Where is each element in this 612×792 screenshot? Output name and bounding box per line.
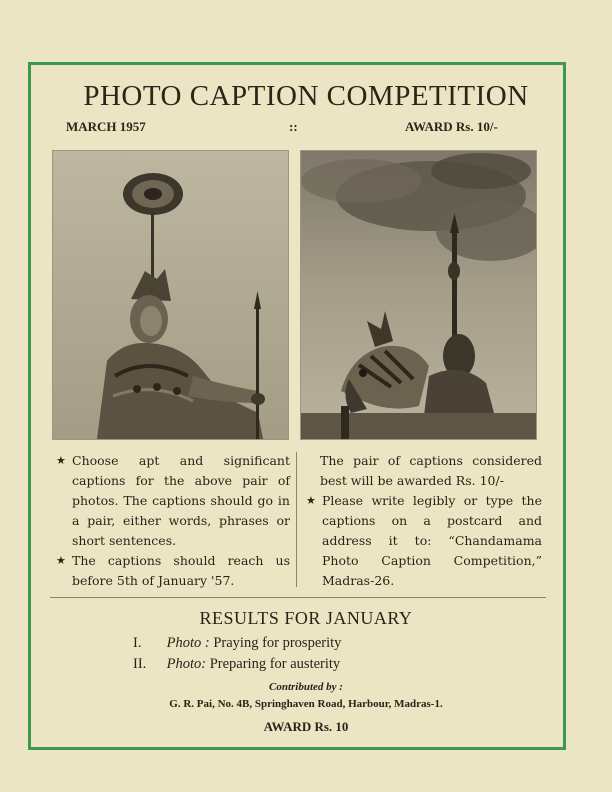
rule-item xyxy=(306,491,542,591)
contributed-by-label: Contributed by : xyxy=(269,681,343,693)
results-heading: RESULTS FOR JANUARY xyxy=(199,608,413,628)
award-note: The pair of captions considered best will be awarded Rs. 10/- xyxy=(320,453,542,488)
rules-left-column xyxy=(56,451,290,591)
rule-text: Choose apt and significant captions for the above pair of photos. The captions should go in a pair, either words, phrases or short sentences. xyxy=(72,453,290,548)
result-caption: Preparing for austerity xyxy=(209,656,341,672)
photo-right-horse-dancer xyxy=(300,150,537,440)
result-caption: Praying for prosperity xyxy=(213,635,342,651)
photo-left-dancer xyxy=(52,150,289,440)
rules-right-column xyxy=(306,451,542,591)
section-divider xyxy=(50,597,546,598)
result-label: Photo : xyxy=(166,635,210,651)
column-divider xyxy=(296,452,297,587)
contributor-address: G. R. Pai, No. 4B, Springhaven Road, Harbour, Madras-1. xyxy=(169,698,443,710)
results-award: AWARD Rs. 10 xyxy=(263,719,349,734)
rule-item xyxy=(56,551,290,591)
star-bullet-icon: ★ xyxy=(306,494,316,507)
rule-item xyxy=(56,451,290,551)
result-line xyxy=(133,656,340,673)
award-amount: AWARD Rs. 10/- xyxy=(405,119,498,134)
page-title: PHOTO CAPTION COMPETITION xyxy=(83,80,529,112)
issue-month: MARCH 1957 xyxy=(66,119,146,134)
rule-text: Please write legibly or type the captions on a postcard and address it to: “Chandamama Photo Caption Competition,” Madras-26. xyxy=(322,493,542,588)
rule-text: The captions should reach us before 5th of January '57. xyxy=(72,553,290,588)
star-bullet-icon: ★ xyxy=(56,554,66,567)
result-numeral: II. xyxy=(133,656,147,672)
result-numeral: I. xyxy=(133,635,142,651)
result-line xyxy=(133,635,341,652)
header-separator: :: xyxy=(289,119,298,134)
star-bullet-icon: ★ xyxy=(56,454,66,467)
result-label: Photo: xyxy=(166,656,207,672)
